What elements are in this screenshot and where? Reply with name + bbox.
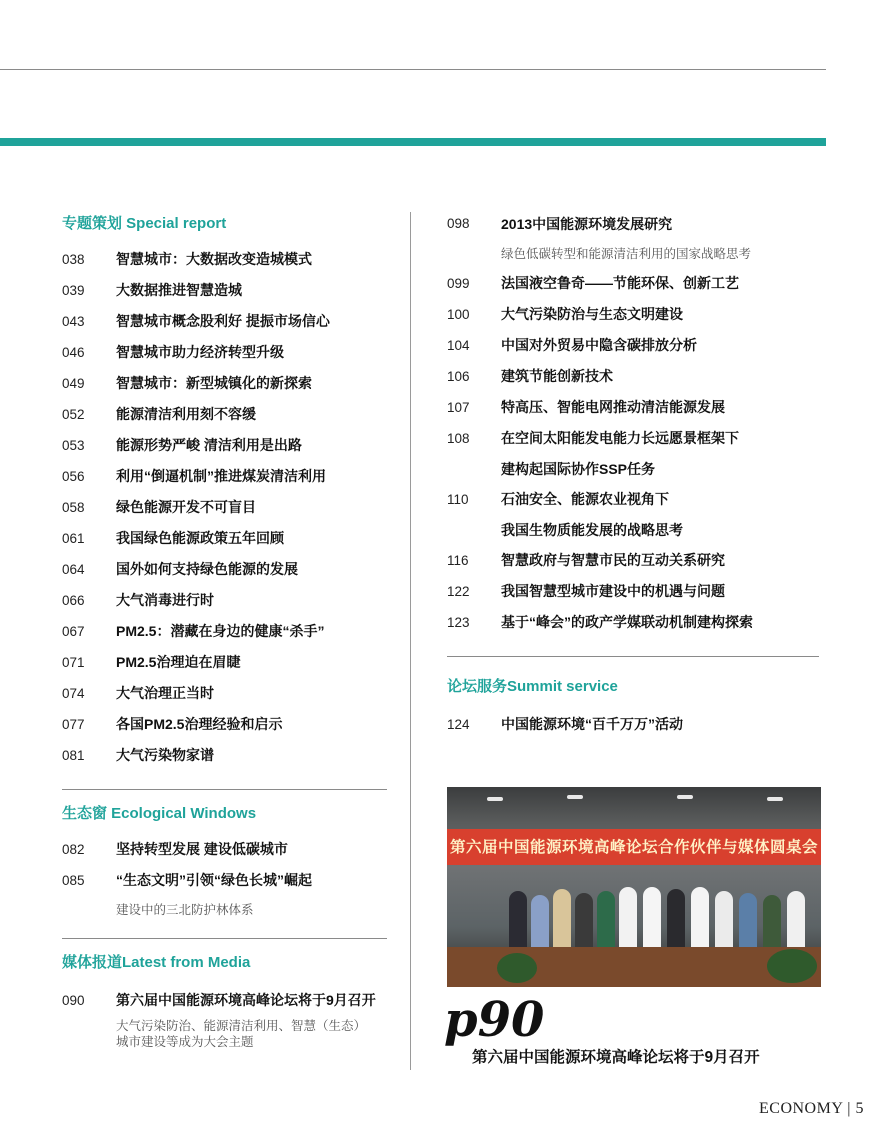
page-number: 108 (447, 431, 470, 446)
toc-entry[interactable] (447, 709, 819, 740)
toc-entry[interactable] (447, 576, 819, 607)
ceiling-light (567, 795, 583, 799)
toc-entry[interactable] (447, 423, 819, 454)
person-figure (739, 893, 757, 949)
entry-title: 各国PM2.5治理经验和启示 (116, 716, 283, 732)
page-number: 074 (62, 686, 85, 701)
section-heading-summit-service: 论坛服务Summit service (447, 678, 618, 695)
toc-entry[interactable] (447, 392, 819, 423)
toc-entry[interactable] (447, 212, 819, 236)
magazine-name: ECONOMY (759, 1100, 843, 1117)
toc-entry[interactable] (62, 616, 387, 647)
toc-entry[interactable] (62, 523, 387, 554)
page-footer (759, 1100, 864, 1118)
entry-title: 绿色能源开发不可盲目 (116, 499, 256, 515)
page-number: 066 (62, 593, 85, 608)
entry-title: 大气治理正当时 (116, 685, 214, 701)
person-figure (715, 891, 733, 949)
entry-title-continued: 我国生物质能发展的战略思考 (501, 522, 683, 538)
footer-page-number: 5 (855, 1100, 864, 1117)
page-number: 049 (62, 376, 85, 391)
entry-subtitle: 大气污染防治、能源清洁利用、智慧（生态） (116, 1019, 367, 1033)
entry-title: 建筑节能创新技术 (501, 368, 613, 384)
entry-title: 坚持转型发展 建设低碳城市 (116, 841, 288, 857)
entry-title: 能源形势严峻 清洁利用是出路 (116, 437, 302, 453)
toc-entry[interactable] (447, 484, 819, 515)
entry-title: 我国智慧型城市建设中的机遇与问题 (501, 583, 725, 599)
entry-title: 大数据推进智慧造城 (116, 282, 242, 298)
event-photo[interactable] (447, 787, 821, 987)
ceiling-light (767, 797, 783, 801)
plant (767, 949, 817, 983)
page-number: 098 (447, 216, 470, 231)
entry-title: 中国能源环境“百千万万”活动 (501, 716, 683, 732)
toc-entry[interactable] (62, 647, 387, 678)
page-number: 085 (62, 873, 85, 888)
toc-entry[interactable] (62, 709, 387, 740)
toc-entry[interactable] (62, 337, 387, 368)
page-number: 077 (62, 717, 85, 732)
entry-title: 特高压、智能电网推动清洁能源发展 (501, 399, 725, 415)
toc-entry[interactable] (447, 268, 819, 299)
entry-title: 大气消毒进行时 (116, 592, 214, 608)
entry-title: 大气污染物家谱 (116, 747, 214, 763)
page-number: 090 (62, 993, 85, 1008)
entry-title: 我国绿色能源政策五年回顾 (116, 530, 284, 546)
person-figure (531, 895, 549, 949)
entry-title: 2013中国能源环境发展研究 (501, 216, 673, 232)
entry-title: PM2.5治理迫在眉睫 (116, 654, 241, 670)
person-figure (787, 891, 805, 949)
entry-title: 国外如何支持绿色能源的发展 (116, 561, 298, 577)
toc-entry[interactable] (62, 834, 387, 865)
toc-entry[interactable] (62, 585, 387, 616)
toc-entry[interactable] (62, 430, 387, 461)
entry-subtitle: 绿色低碳转型和能源清洁利用的国家战略思考 (501, 247, 752, 261)
entry-title: 利用“倒逼机制”推进煤炭清洁利用 (116, 468, 326, 484)
toc-entry[interactable] (62, 306, 387, 337)
entry-title: 在空间太阳能发电能力长远愿景框架下 (501, 430, 739, 446)
toc-entry[interactable] (62, 368, 387, 399)
page-number: 052 (62, 407, 85, 422)
toc-entry[interactable] (62, 492, 387, 523)
toc-entry[interactable] (62, 244, 387, 275)
entry-title: 大气污染防治与生态文明建设 (501, 306, 683, 322)
page-number: 110 (447, 492, 469, 507)
page-number: 046 (62, 345, 85, 360)
page-number: 056 (62, 469, 85, 484)
person-figure (763, 895, 781, 949)
entry-title: 智慧城市：新型城镇化的新探索 (116, 375, 312, 391)
entry-title: 智慧政府与智慧市民的互动关系研究 (501, 552, 725, 568)
person-figure (575, 893, 593, 949)
page-number: 104 (447, 338, 470, 353)
page-number: 124 (447, 717, 470, 732)
page-number: 099 (447, 276, 470, 291)
section-heading-latest-from-media: 媒体报道Latest from Media (62, 954, 251, 971)
toc-right-column (447, 212, 819, 740)
toc-entry[interactable] (62, 399, 387, 430)
page-number: 082 (62, 842, 85, 857)
person-figure (667, 889, 685, 949)
toc-entry[interactable] (62, 985, 387, 1016)
feature-page-number: p90 (444, 992, 545, 1048)
footer-separator: | (847, 1100, 851, 1117)
entry-title: 法国液空鲁奇——节能环保、创新工艺 (501, 275, 739, 291)
toc-left-column (62, 212, 387, 1050)
page-number: 122 (447, 584, 470, 599)
toc-entry[interactable] (62, 740, 387, 771)
toc-entry[interactable] (62, 678, 387, 709)
toc-entry[interactable] (447, 299, 819, 330)
ceiling-light (487, 797, 503, 801)
top-rule (0, 69, 826, 70)
entry-title: 石油安全、能源农业视角下 (501, 491, 669, 507)
person-figure (691, 887, 709, 949)
page-number: 116 (447, 553, 469, 568)
page-number: 106 (447, 369, 470, 384)
page-number: 043 (62, 314, 85, 329)
page-number: 053 (62, 438, 85, 453)
photo-banner: 第六届中国能源环境高峰论坛合作伙伴与媒体圆桌会 (447, 829, 821, 865)
person-figure (619, 887, 637, 949)
entry-subtitle: 建设中的三北防护林体系 (116, 903, 254, 917)
entry-title: 智慧城市概念股利好 提振市场信心 (116, 313, 330, 329)
toc-entry[interactable] (62, 275, 387, 306)
person-figure (553, 889, 571, 949)
section-heading-ecological-windows: 生态窗 Ecological Windows (62, 805, 257, 822)
toc-entry[interactable] (447, 361, 819, 392)
toc-entry[interactable] (62, 865, 387, 896)
person-figure (643, 887, 661, 949)
plant (497, 953, 537, 983)
entry-title: “生态文明”引领“绿色长城”崛起 (116, 872, 312, 888)
page-number: 038 (62, 252, 85, 267)
entry-title: 第六届中国能源环境高峰论坛将于9月召开 (116, 992, 376, 1008)
page-number: 081 (62, 748, 85, 763)
entry-title: 能源清洁利用刻不容缓 (116, 406, 256, 422)
page-number: 123 (447, 615, 470, 630)
entry-subtitle: 城市建设等成为大会主题 (116, 1035, 254, 1049)
entry-title: 智慧城市助力经济转型升级 (116, 344, 284, 360)
entry-title: 中国对外贸易中隐含碳排放分析 (501, 337, 697, 353)
toc-entry[interactable] (62, 461, 387, 492)
person-figure (509, 891, 527, 949)
page-number: 107 (447, 400, 470, 415)
page-number: 058 (62, 500, 85, 515)
section-heading-special-report: 专题策划 Special report (62, 215, 227, 232)
column-divider (410, 212, 411, 1070)
entry-title-continued: 建构起国际协作SSP任务 (501, 461, 656, 477)
page-number: 039 (62, 283, 85, 298)
page-number: 067 (62, 624, 85, 639)
toc-entry[interactable] (447, 330, 819, 361)
page-number: 061 (62, 531, 85, 546)
toc-entry[interactable] (62, 554, 387, 585)
toc-entry[interactable] (447, 545, 819, 576)
entry-title: PM2.5：潜藏在身边的健康“杀手” (116, 623, 325, 639)
teal-header-bar (0, 138, 826, 146)
toc-entry[interactable] (447, 607, 819, 638)
ceiling-light (677, 795, 693, 799)
entry-title: 基于“峰会”的政产学媒联动机制建构探索 (501, 614, 753, 630)
page-number: 071 (62, 655, 85, 670)
page-number: 064 (62, 562, 85, 577)
page-number: 100 (447, 307, 470, 322)
person-figure (597, 891, 615, 949)
feature-caption: 第六届中国能源环境高峰论坛将于9月召开 (472, 1049, 760, 1066)
entry-title: 智慧城市：大数据改变造城模式 (116, 251, 312, 267)
